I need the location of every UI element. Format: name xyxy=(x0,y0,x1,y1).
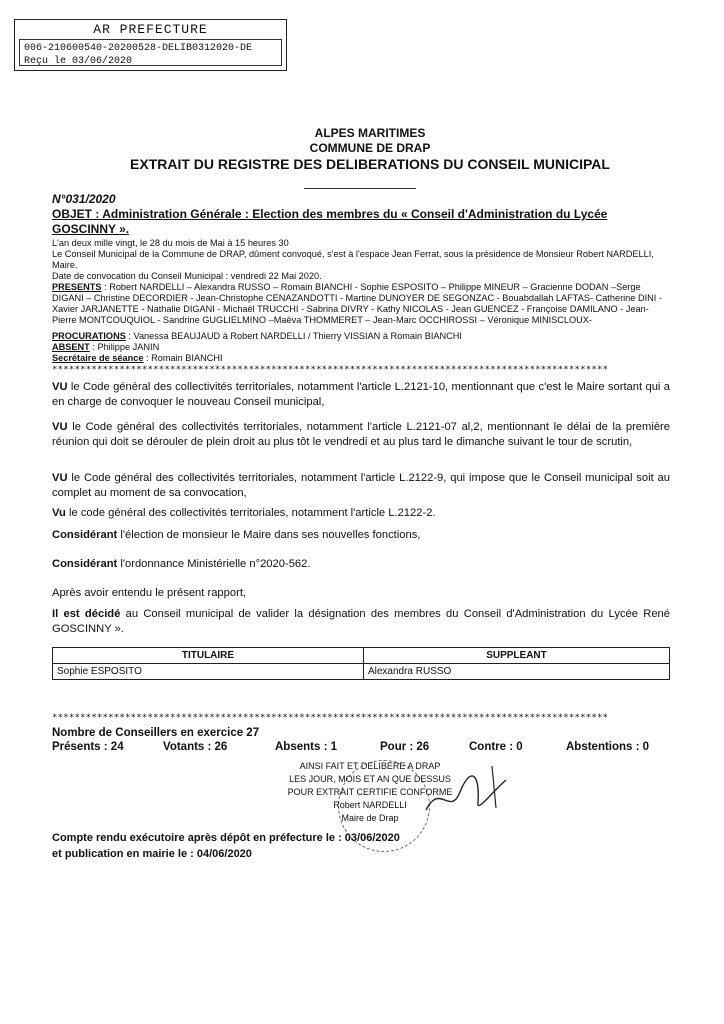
paragraph-4 xyxy=(52,506,670,521)
paragraph-lead: VU xyxy=(52,421,68,433)
paragraph-6 xyxy=(52,557,670,572)
secretary-block xyxy=(52,353,672,364)
paragraph-2 xyxy=(52,420,670,450)
session-convened: Le Conseil Municipal de la Commune de DRAP, dûment convoqué, s'est à l'espace Jean Ferrat, sous la présidence de Monsieur Robert NARDELLI, Maire. xyxy=(52,249,654,270)
stamp-title: AR PREFECTURE xyxy=(93,22,208,37)
handwritten-signature xyxy=(420,762,510,822)
procurations-list: : Vanessa BEAUJAUD à Robert NARDELLI / Thierry VISSIAN à Romain BIANCHI xyxy=(125,331,462,341)
paragraph-7 xyxy=(52,586,670,601)
procurations-label: PROCURATIONS xyxy=(52,331,126,341)
results-separator: *************************************************************************************************** xyxy=(52,713,609,723)
pour-count: Pour : 26 xyxy=(380,741,430,753)
signature-line-2: LES JOUR, MOIS ET AN QUE DESSUS xyxy=(289,774,451,784)
prefecture-stamp xyxy=(14,19,287,71)
object-text: OBJET : Administration Générale : Election des membres du « Conseil d'Administration du Lycée GOSCINNY ». xyxy=(52,207,608,236)
paragraph-text: au Conseil municipal de valider la désignation des membres du Conseil d'Administration du Lycée René GOSCINNY ». xyxy=(52,608,670,635)
paragraph-lead: VU xyxy=(52,472,68,484)
title-divider xyxy=(304,188,416,189)
absent-name: : Philippe JANIN xyxy=(89,342,160,352)
paragraph-text: le code général des collectivités territoriales, notamment l'article L.2122-2. xyxy=(65,507,436,519)
signature-line-4: Robert NARDELLI xyxy=(333,800,407,810)
presents-block xyxy=(52,282,672,326)
paragraph-lead: VU xyxy=(52,381,68,393)
paragraph-3 xyxy=(52,471,670,501)
signature-line-1: AINSI FAIT ET DELIBERE A DRAP xyxy=(299,761,441,771)
paragraph-lead: Considérant xyxy=(52,558,118,570)
paragraph-text: le Code général des collectivités territoriales, notamment l'article L.2121-10, mentionnant que c'est le Maire sortant qui a en charge de convoquer le nouveau Conseil municipal, xyxy=(52,381,670,408)
signature-line-3: POUR EXTRAIT CERTIFIE CONFORME xyxy=(287,787,453,797)
header-titulaire: TITULAIRE xyxy=(53,648,364,664)
absents-count: Absents : 1 xyxy=(275,741,337,753)
paragraph-text: le Code général des collectivités territoriales, notamment l'article L.2122-9, qui impose que le Conseil municipal soit au complet au moment de sa convocation, xyxy=(52,472,670,499)
contre-count: Contre : 0 xyxy=(469,741,523,753)
table-row xyxy=(53,664,670,680)
secretary-name: : Romain BIANCHI xyxy=(143,353,223,363)
stamp-reference: 006-210600540-20200528-DELIB0312020-DE xyxy=(24,43,253,54)
deliberation-object xyxy=(52,207,670,237)
paragraph-lead: Considérant xyxy=(52,529,118,541)
procurations-block xyxy=(52,331,672,342)
department-heading: ALPES MARITIMES xyxy=(314,126,426,140)
cell-titulaire: Sophie ESPOSITO xyxy=(53,664,364,680)
paragraph-1 xyxy=(52,380,670,410)
document-title: EXTRAIT DU REGISTRE DES DELIBERATIONS DU CONSEIL MUNICIPAL xyxy=(130,156,610,172)
conseillers-count: Nombre de Conseillers en exercice 27 xyxy=(52,727,260,739)
convocation-date: Date de convocation du Conseil Municipal : vendredi 22 Mai 2020. xyxy=(52,271,322,281)
commune-heading: COMMUNE DE DRAP xyxy=(309,141,431,155)
presents-count: Présents : 24 xyxy=(52,741,124,753)
paragraph-text: le Code général des collectivités territoriales, notamment l'article L.2121-07 al,2, mentionnant le délai de la première réunion qui doit se dérouler de plein droit au plus tôt le vendredi et au plus tard le dimanche suivant le tour de scrutin, xyxy=(52,421,670,448)
members-table xyxy=(52,647,670,680)
secretary-label: Secrétaire de séance xyxy=(52,353,144,363)
session-date: L'an deux mille vingt, le 28 du mois de Mai à 15 heures 30 xyxy=(52,238,289,248)
absent-label: ABSENT xyxy=(52,342,90,352)
abstentions-count: Abstentions : 0 xyxy=(566,741,650,753)
paragraph-8 xyxy=(52,607,670,637)
absent-block xyxy=(52,342,672,353)
table-header-row xyxy=(53,648,670,664)
stamp-received-date: Reçu le 03/06/2020 xyxy=(24,56,133,67)
executoire-line: Compte rendu exécutoire après dépôt en préfecture le : 03/06/2020 xyxy=(52,832,400,844)
presents-list: : Robert NARDELLI – Alexandra RUSSO – Romain BIANCHI - Sophie ESPOSITO – Philippe MINEUR – Gracienne DODAN –Serge DIGANI – Christine DECORDIER - Jean-Christophe CENAZANDOTTI - Martine DUNOYER DE SEGONZAC - Bouabdallah LAFTAS- Catherine DINI - Xavier JARJANETTE - Nathalie DIGANI - Michaël TRUCCHI - Sabrina DIVRY - Kathy NICOLAS - Jean GUENCEZ - Françoise DAMILANO - Jean-Pierre MONTCOUQUIOL - Sandrine GUGLIELMINO –Maëva THOMMERET – Jean-Marc OCCHIROSSI – Véronique MINISCLOUX- xyxy=(52,282,662,325)
publication-line: et publication en mairie le : 04/06/2020 xyxy=(52,848,252,860)
paragraph-5 xyxy=(52,528,670,543)
signature-line-5: Maire de Drap xyxy=(341,813,399,823)
deliberation-number: N°031/2020 xyxy=(52,192,116,206)
paragraph-lead: Il est décidé xyxy=(52,608,121,620)
paragraph-text: l'élection de monsieur le Maire dans ses nouvelles fonctions, xyxy=(117,529,421,541)
paragraph-lead: Vu xyxy=(52,507,66,519)
stamp-inner-box xyxy=(19,39,282,66)
separator-stars: *************************************************************************************************** xyxy=(52,365,609,375)
header-suppleant: SUPPLEANT xyxy=(363,648,669,664)
presents-label: PRESENTS xyxy=(52,282,102,292)
paragraph-text: l'ordonnance Ministérielle n°2020-562. xyxy=(117,558,311,570)
votants-count: Votants : 26 xyxy=(163,741,228,753)
cell-suppleant: Alexandra RUSSO xyxy=(363,664,669,680)
paragraph-text: Après avoir entendu le présent rapport, xyxy=(52,587,247,599)
